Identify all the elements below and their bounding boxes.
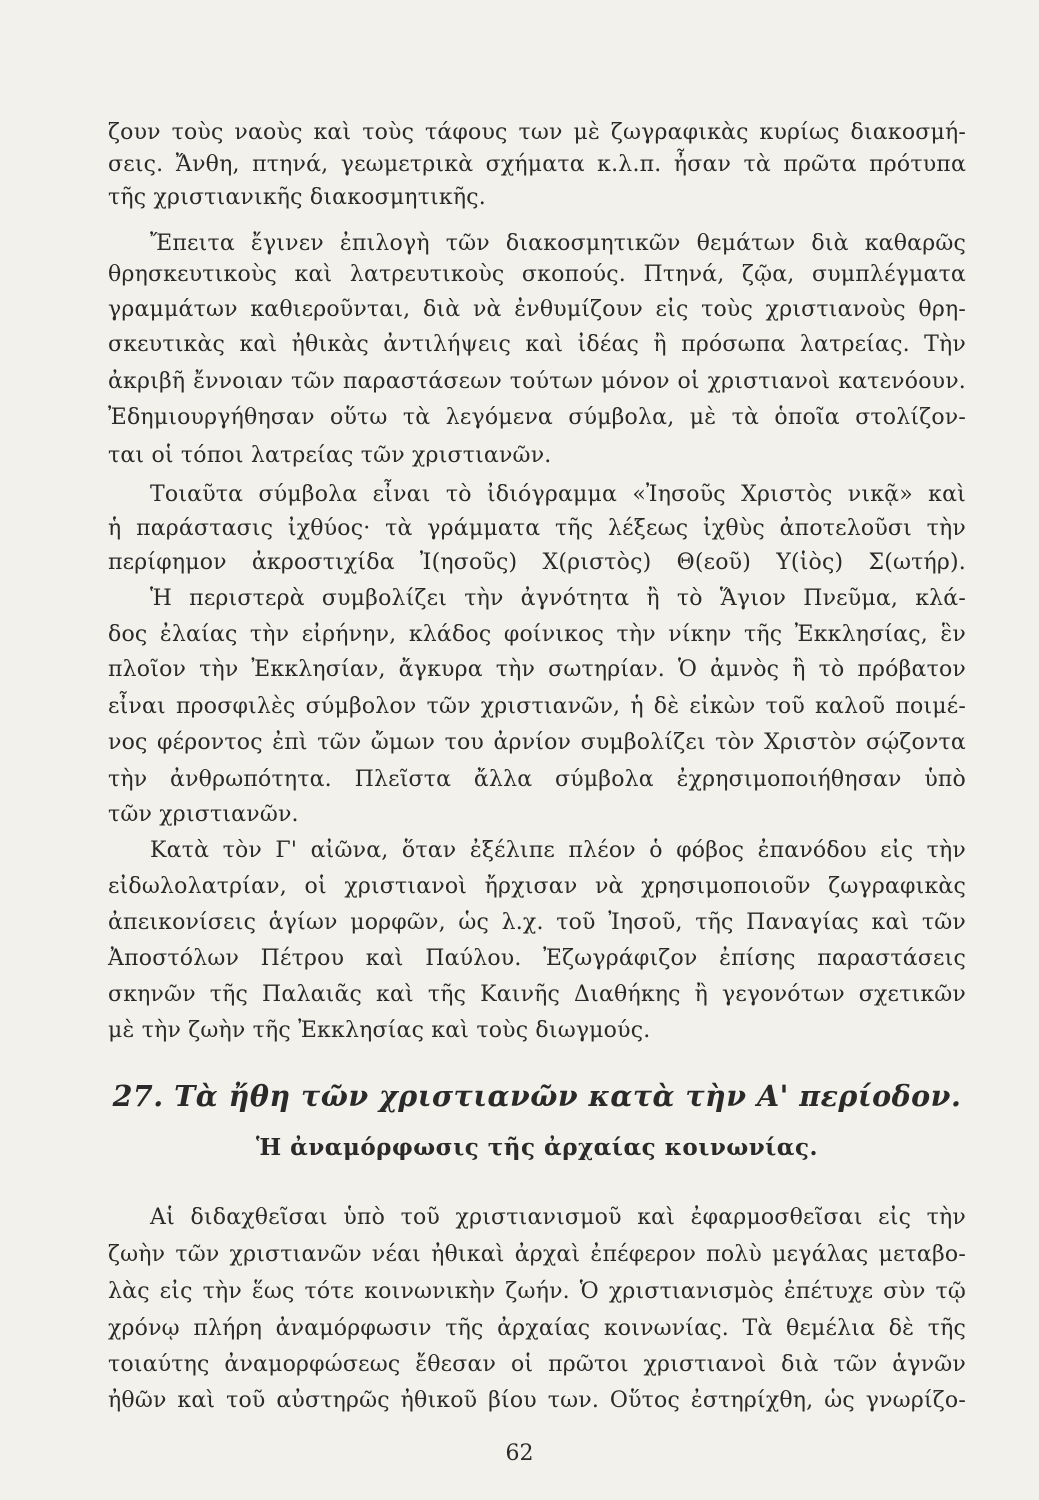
text-line: μὲ τὴν ζωὴν τῆς Ἐκκλησίας καὶ τοὺς διωγμούς. [108,1018,651,1043]
section-subheading: Ἡ ἀναμόρφωσις τῆς ἀρχαίας κοινωνίας. [255,1134,819,1161]
text-line: Τοιαῦτα σύμβολα εἶναι τὸ ἰδιόγραμμα «Ἰησοῦς Χριστὸς νικᾷ» καὶ [150,482,966,507]
text-line: χρόνῳ πλήρη ἀναμόρφωσιν τῆς ἀρχαίας κοινωνίας. Τὰ θεμέλια δὲ τῆς [108,1316,966,1341]
text-line: Ἡ περιστερὰ συμβολίζει τὴν ἀγνότητα ἢ τὸ Ἅγιον Πνεῦμα, κλά- [150,586,966,611]
text-line: γραμμάτων καθιεροῦνται, διὰ νὰ ἐνθυμίζουν εἰς τοὺς χριστιανοὺς θρη- [108,297,966,322]
text-line: ζωὴν τῶν χριστιανῶν νέαι ἠθικαὶ ἀρχαὶ ἐπέφερον πολὺ μεγάλας μεταβο- [108,1242,966,1267]
text-line: τὴν ἀνθρωπότητα. Πλεῖστα ἄλλα σύμβολα ἐχρησιμοποιήθησαν ὑπὸ [108,767,966,792]
text-line: τοιαύτης ἀναμορφώσεως ἔθεσαν οἱ πρῶτοι χριστιανοὶ διὰ τῶν ἁγνῶν [108,1352,966,1377]
text-line: ζουν τοὺς ναοὺς καὶ τοὺς τάφους των μὲ ζωγραφικὰς κυρίως διακοσμή- [108,120,966,145]
text-line: Ἐδημιουργήθησαν οὕτω τὰ λεγόμενα σύμβολα, μὲ τὰ ὁποῖα στολίζον- [108,405,966,430]
text-line: Ἔπειτα ἔγινεν ἐπιλογὴ τῶν διακοσμητικῶν θεμάτων διὰ καθαρῶς [150,231,966,256]
text-line: Ἀποστόλων Πέτρου καὶ Παύλου. Ἐζωγράφιζον ἐπίσης παραστάσεις [108,946,966,971]
text-line: τῶν χριστιανῶν. [108,802,299,827]
text-line: σκευτικὰς καὶ ἠθικὰς ἀντιλήψεις καὶ ἰδέας ἢ πρόσωπα λατρείας. Τὴν [108,332,966,357]
text-line: ἡ παράστασις ἰχθύος· τὰ γράμματα τῆς λέξεως ἰχθὺς ἀποτελοῦσι τὴν [108,516,966,541]
text-line: λὰς εἰς τὴν ἕως τότε κοινωνικὴν ζωήν. Ὁ χριστιανισμὸς ἐπέτυχε σὺν τῷ [108,1279,966,1304]
text-line: ἠθῶν καὶ τοῦ αὐστηρῶς ἠθικοῦ βίου των. Οὕτος ἐστηρίχθη, ὡς γνωρίζο- [108,1388,966,1413]
text-line: ἀκριβῆ ἔννοιαν τῶν παραστάσεων τούτων μόνον οἱ χριστιανοὶ κατενόουν. [108,369,966,394]
text-line: δος ἐλαίας τὴν εἰρήνην, κλάδος φοίνικος τὴν νίκην τῆς Ἐκκλησίας, ἓν [108,622,966,647]
text-line: τῆς χριστιανικῆς διακοσμητικῆς. [108,185,486,210]
section-heading: 27. Τὰ ἤθη τῶν χριστιανῶν κατὰ τὴν Α' περίοδον. [112,1079,962,1113]
page-number: 62 [505,1441,534,1466]
text-line: θρησκευτικοὺς καὶ λατρευτικοὺς σκοπούς. Πτηνά, ζῷα, συμπλέγματα [108,262,966,287]
text-line: σεις. Ἄνθη, πτηνά, γεωμετρικὰ σχήματα κ.λ.π. ἦσαν τὰ πρῶτα πρότυπα [108,152,966,177]
text-line: ται οἱ τόποι λατρείας τῶν χριστιανῶν. [108,443,552,468]
text-line: νος φέροντος ἐπὶ τῶν ὤμων του ἀρνίον συμβολίζει τὸν Χριστὸν σῴζοντα [108,730,966,755]
text-line: περίφημον ἀκροστιχίδα Ἰ(ησοῦς) Χ(ριστὸς) Θ(εοῦ) Υ(ἱὸς) Σ(ωτήρ). [108,550,966,575]
text-line: πλοῖον τὴν Ἐκκλησίαν, ἄγκυρα τὴν σωτηρίαν. Ὁ ἀμνὸς ἢ τὸ πρόβατον [108,657,966,682]
text-line: ἀπεικονίσεις ἁγίων μορφῶν, ὡς λ.χ. τοῦ Ἰησοῦ, τῆς Παναγίας καὶ τῶν [108,910,966,935]
text-line: σκηνῶν τῆς Παλαιᾶς καὶ τῆς Καινῆς Διαθήκης ἢ γεγονότων σχετικῶν [108,982,966,1007]
text-line: Κατὰ τὸν Γ' αἰῶνα, ὅταν ἐξέλιπε πλέον ὁ φόβος ἐπανόδου εἰς τὴν [150,838,966,863]
text-line: εἶναι προσφιλὲς σύμβολον τῶν χριστιανῶν, ἡ δὲ εἰκὼν τοῦ καλοῦ ποιμέ- [108,694,966,719]
text-line: Αἱ διδαχθεῖσαι ὑπὸ τοῦ χριστιανισμοῦ καὶ ἐφαρμοσθεῖσαι εἰς τὴν [150,1205,966,1230]
text-line: εἰδωλολατρίαν, οἱ χριστιανοὶ ἤρχισαν νὰ χρησιμοποιοῦν ζωγραφικὰς [108,874,966,899]
